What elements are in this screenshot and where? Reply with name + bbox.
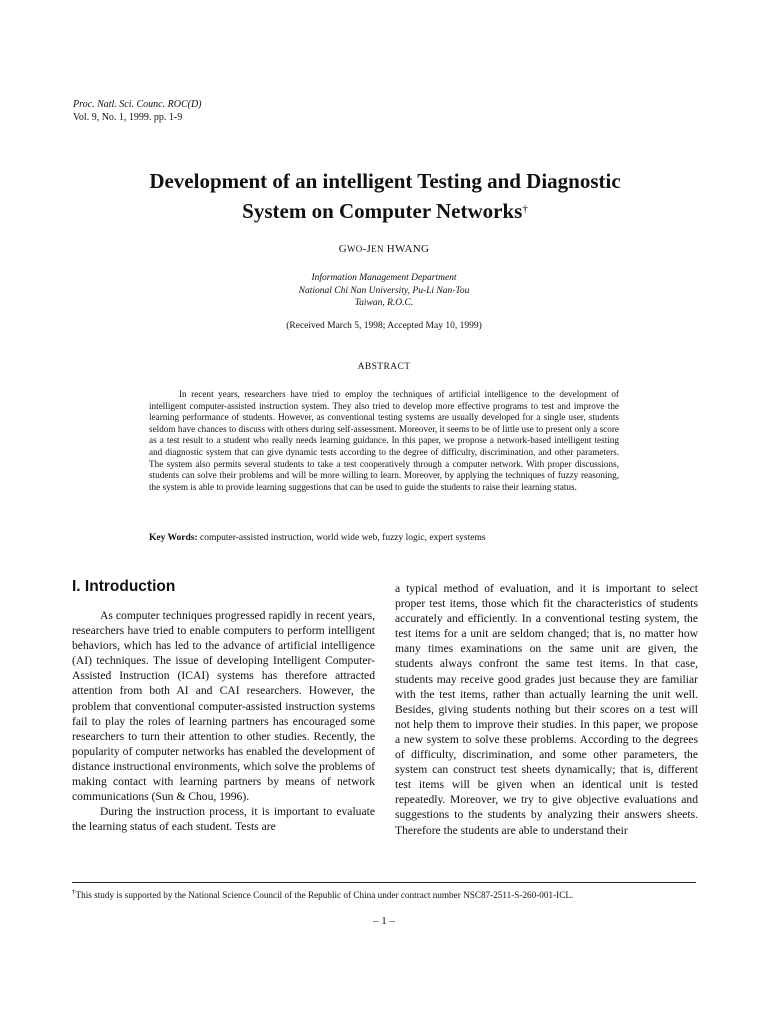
abstract-heading: ABSTRACT (357, 362, 411, 372)
journal-volume: Vol. 9, No. 1, 1999. pp. 1-9 (73, 112, 183, 123)
abstract-text: In recent years, researchers have tried to employ the techniques of artificial intelligence to the development of intelligent computer-assisted instruction system. They also tried to develop more effective programs to test and improve the learning performance of students. However, as conventional testing systems are usually developed for a single user, students seldom have chances to discuss with others during self-assessment. Moreover, it seems to be of little use to present only a score as a test result to a student who really needs learning guidance. In this paper, we propose a network-based intelligent testing and diagnostic system that can give dynamic tests according to the degree of difficulty, discrimination, and other parameters. The system also permits several students to take a test cooperatively through a computer network. With proper discussions, students can solve their problems and will be more willing to learn. Moreover, by applying the techniques of fuzzy reasoning, the system is able to provide learning suggestions that can be used to guide the students to raise their learning status. (149, 389, 619, 492)
affiliation-line-1: Information Management Department (311, 273, 457, 283)
intro-paragraph-1: As computer techniques progressed rapidly in recent years, researchers have tried to enable computers to perform intelligent behaviors, which has led to the advance of artificial intelligence (AI) techniques. The issue of developing Intelligent Computer-Assisted Instruction (ICAI) systems has therefore attracted attention from both AI and CAI researchers. However, the problem that conventional computer-assisted instruction systems fail to play the roles of learning partners has encouraged some researchers to turn their attention to other studies. Recently, the popularity of computer networks has enabled the development of distance instructional environments, which solve the problems of making contact with learning partners by means of network communications (Sun & Chou, 1996). (72, 609, 375, 804)
received-dates: (Received March 5, 1998; Accepted May 10, 1999) (286, 321, 482, 331)
footnote-mark: † (72, 888, 76, 896)
keywords (149, 533, 619, 543)
paper-title (60, 166, 710, 226)
journal-header (73, 98, 202, 124)
keywords-label: Key Words: (149, 533, 198, 543)
title-line-2 (60, 196, 710, 226)
left-column (72, 578, 375, 834)
footnote-divider (72, 882, 696, 883)
section-title-introduction: I. Introduction (72, 578, 176, 595)
journal-name: Proc. Natl. Sci. Counc. ROC(D) (73, 99, 202, 110)
footnote-text: This study is supported by the National Science Council of the Republic of China under contract number NSC87-2511-S-260-001-ICL. (75, 890, 574, 901)
author-affiliation (0, 272, 768, 310)
intro-paragraph-2: During the instruction process, it is important to evaluate the learning status of each student. Tests are (72, 805, 375, 834)
title-footnote-mark: † (522, 203, 528, 215)
footnote (72, 886, 573, 901)
affiliation-line-3: Taiwan, R.O.C. (354, 298, 414, 308)
keywords-list: computer-assisted instruction, world wide web, fuzzy logic, expert systems (197, 533, 486, 543)
affiliation-line-2: National Chi Nan University, Pu-Li Nan-Tou (298, 285, 470, 296)
title-line-1: Development of an intelligent Testing and Diagnostic (149, 169, 621, 193)
page-number: – 1 – (373, 915, 395, 927)
intro-paragraph-continued: a typical method of evaluation, and it is important to select proper test items, those which fit the characteristics of students accurately and efficiently. In a conventional testing system, the test items for a unit are seldom changed; that is, no matter how many times examinations on the same unit are given, the students always confront the same test items. In that case, students may receive good grades just because they are familiar with the test items, rather than actually learning the unit well. Besides, giving students nothing but their scores on a test will not help them to improve their studies. In this paper, we propose a new system to solve these problems. According to the degrees of difficulty, discrimination, and some other parameters, the system can construct test sheets dynamically; that is, different test items will be given when an identical unit is tested repeatedly. Moreover, we try to give objective evaluations and suggestions to the students by analyzing their answers sheets. Therefore the students are able to understand their (395, 582, 698, 837)
title-line-2-text: System on Computer Networks (242, 199, 523, 223)
right-column (395, 581, 698, 838)
author-name: GWO-JEN HWANG (338, 243, 430, 255)
